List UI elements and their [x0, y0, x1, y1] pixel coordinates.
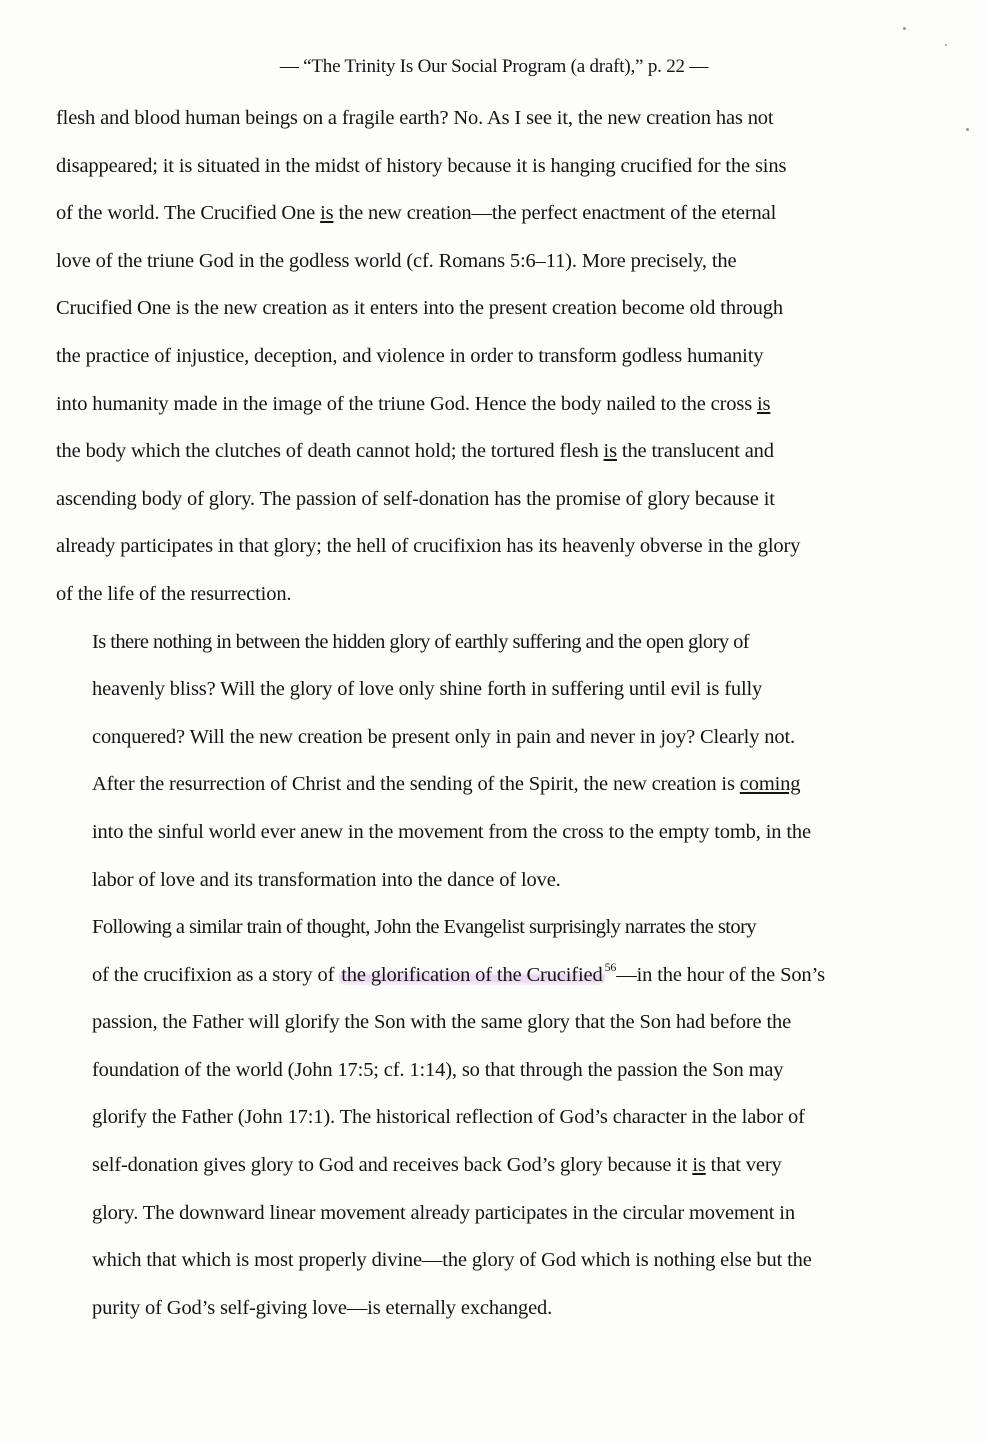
text-run: After the resurrection of Christ and the sending of the Spirit, the new creation is [92, 773, 740, 796]
text-run: Following a similar train of thought, John the Evangelist surprisingly narrates the story [92, 916, 757, 939]
text-line [56, 857, 922, 905]
underlined-emphasis: coming [739, 773, 801, 796]
text-line [56, 666, 922, 714]
text-line [56, 619, 922, 667]
text-run: that very [705, 1154, 782, 1177]
text-line [56, 95, 922, 143]
text-run: Is there nothing in between the hidden glory of earthly suffering and the open glory of [92, 630, 750, 653]
text-run: passion, the Father will glorify the Son with the same glory that the Son had before the [92, 1011, 792, 1034]
text-line [56, 571, 922, 619]
text-line [56, 143, 922, 191]
text-line [56, 952, 922, 1000]
text-run: Crucified One is the new creation as it enters into the present creation become old through [56, 297, 783, 320]
text-line [56, 999, 922, 1047]
text-run: into humanity made in the image of the triune God. Hence the body nailed to the cross [56, 392, 757, 415]
text-line [56, 1237, 922, 1285]
text-run: self-donation gives glory to God and receives back God’s glory because it [92, 1154, 693, 1177]
underlined-emphasis: is [320, 202, 334, 225]
text-run: disappeared; it is situated in the midst of history because it is hanging crucified for the sins [56, 154, 787, 177]
text-run: ascending body of glory. The passion of self-donation has the promise of glory because it [56, 487, 775, 510]
text-run: the practice of injustice, deception, and violence in order to transform godless humanity [56, 344, 764, 367]
text-run: flesh and blood human beings on a fragile earth? No. As I see it, the new creation has not [56, 107, 774, 129]
text-line [56, 904, 922, 952]
text-line [56, 714, 922, 762]
text-line [56, 1285, 922, 1333]
paragraph-2 [56, 619, 922, 905]
body-text [56, 95, 922, 1332]
text-run: purity of God’s self-giving love—is eternally exchanged. [92, 1296, 553, 1319]
scan-speck [966, 128, 969, 131]
text-run: the body which the clutches of death cannot hold; the tortured flesh [56, 440, 604, 463]
text-run: glorify the Father (John 17:1). The historical reflection of God’s character in the labor of [92, 1106, 805, 1129]
text-line [56, 238, 922, 286]
text-line [56, 285, 922, 333]
text-line [56, 190, 922, 238]
text-run: of the crucifixion as a story of [92, 963, 340, 986]
paragraph-1 [56, 95, 922, 619]
text-run: foundation of the world (John 17:5; cf. 1:14), so that through the passion the Son may [92, 1058, 784, 1081]
text-line [56, 428, 922, 476]
text-run: conquered? Will the new creation be present only in pain and never in joy? Clearly not. [92, 725, 796, 748]
text-run: heavenly bliss? Will the glory of love only shine forth in suffering until evil is fully [92, 678, 763, 701]
underlined-emphasis: is [603, 440, 617, 463]
text-line [56, 381, 922, 429]
underlined-emphasis: is [692, 1154, 706, 1177]
text-run: of the world. The Crucified One [56, 202, 321, 225]
text-run: labor of love and its transformation into the dance of love. [92, 868, 561, 891]
text-run: —in the hour of the Son’s [616, 963, 825, 986]
text-line [56, 333, 922, 381]
text-line [56, 1094, 922, 1142]
text-run: the translucent and [616, 440, 774, 463]
underlined-emphasis: is [757, 392, 771, 415]
text-line [56, 809, 922, 857]
scan-speck [945, 44, 947, 46]
text-run: into the sinful world ever anew in the movement from the cross to the empty tomb, in the [92, 820, 811, 843]
text-line [56, 1142, 922, 1190]
text-run: love of the triune God in the godless world (cf. Romans 5:6–11). More precisely, the [56, 249, 737, 272]
text-run: already participates in that glory; the hell of crucifixion has its heavenly obverse in the glory [56, 535, 801, 558]
text-line [56, 476, 922, 524]
highlighted-text: the glorification of the Crucified [341, 963, 603, 986]
text-line [56, 1047, 922, 1095]
paragraph-3 [56, 904, 922, 1332]
text-line [56, 761, 922, 809]
text-run: the new creation—the perfect enactment of the eternal [333, 202, 777, 225]
footnote-marker[interactable]: 56 [604, 959, 617, 974]
text-run: glory. The downward linear movement already participates in the circular movement in [92, 1201, 795, 1224]
text-run: which that which is most properly divine—the glory of God which is nothing else but the [92, 1249, 812, 1272]
scan-speck [903, 27, 906, 30]
text-run: of the life of the resurrection. [56, 582, 292, 605]
text-line [56, 523, 922, 571]
running-header: — “The Trinity Is Our Social Program (a draft),” p. 22 — [279, 56, 709, 77]
text-line [56, 1190, 922, 1238]
